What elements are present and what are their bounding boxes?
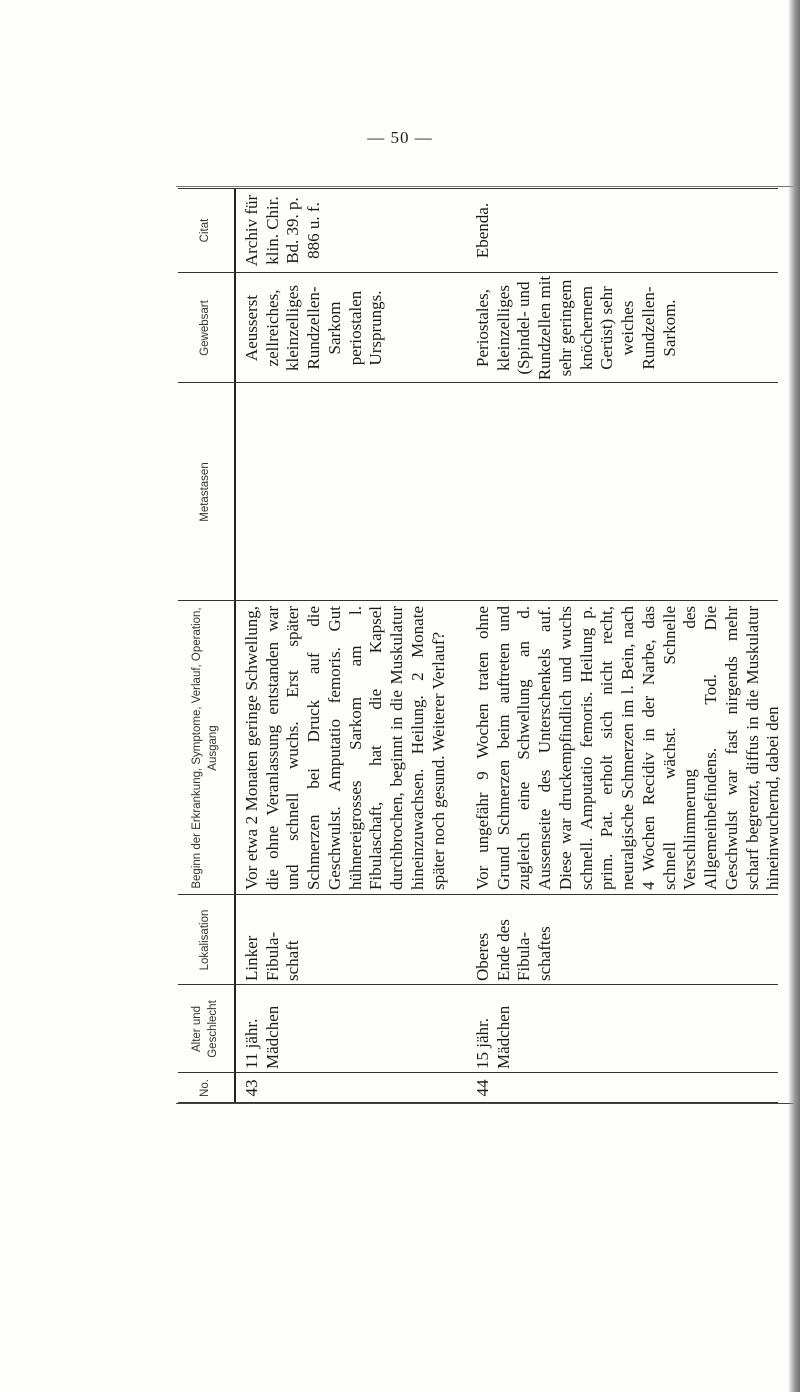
table-cell-lokalisation: Oberes Ende des Fibula-schaftes <box>473 919 555 981</box>
table-cell-no: 43 <box>242 1079 261 1097</box>
header-metastasen: Metastasen <box>199 462 212 522</box>
table-cell-lokalisation: Linker Fibula-schaft <box>242 931 303 981</box>
table-right-border <box>178 188 778 189</box>
page-binding-shadow <box>788 0 800 1392</box>
table-cell-no: 44 <box>473 1079 492 1097</box>
header-lokalisation: Lokalisation <box>199 909 212 971</box>
table-top-edge <box>176 186 800 187</box>
table-cell-gewebsart: Periostales, kleinzelliges (Spindel- und Rundzellen mit sehr geringem knöchernem Gerüst) sehr weiches Rundzellen-Sarkom. <box>473 275 679 381</box>
rotated-table-wrapper <box>178 188 783 1103</box>
header-no: No. <box>199 1079 212 1097</box>
header-beginn: Beginn der Erkrankung, Symptome, Verlauf, Operation, Ausgang <box>191 607 219 889</box>
table-bottom-edge <box>176 1103 800 1104</box>
column-divider <box>178 894 778 895</box>
table-cell-citat: Archiv für klin. Chir. Bd. 39. p. 886 u. f. <box>242 194 324 267</box>
header-citat: Citat <box>199 218 212 243</box>
table-cell-gewebsart: Aeusserst zellreiches, kleinzelliges Rundzellen-Sarkom periostalen Ursprungs. <box>242 285 386 371</box>
header-alter-geschlecht: Alter und Geschlecht <box>191 1000 219 1058</box>
column-divider <box>178 272 778 273</box>
table-cell-alter: 11 jähr. Mädchen <box>242 1005 282 1069</box>
table-cell-citat: Ebenda. <box>473 202 492 259</box>
table-cell-beginn: Vor etwa 2 Monaten geringe Schwellung, die ohne Veranlassung entstanden war und schnell wuchs. Erst später Schmerzen bei Druck auf die Geschwulst. Amputatio femoris. Gut hühnereigrosses Sarkom am l. Fibulaschaft, hat die Kapsel durchbrochen, beginnt in die Muskulatur hineinzuwachsen. Heilung. 2 Monate später noch gesund. Weiterer Verlauf? <box>242 606 448 890</box>
table-cell-beginn: Vor ungefähr 9 Wochen traten ohne Grund Schmerzen beim auftreten und zugleich eine Schwellung an d. Aussenseite des Unterschenkels auf. Diese war druckempfindlich und wuchs schnell. Amputatio femoris. Heilung p. prim. Pat. erholt sich nicht recht, neuralgische Schmerzen im l. Bein, nach 4 Wochen Recidiv in der Narbe, das schnell wächst. Schnelle Verschlimmerung des Allgemeinbefindens. Tod. Die Geschwulst war fast nirgends mehr scharf begrenzt, diffus in die Muskulatur hineinwuchernd, dabei den <box>473 606 783 890</box>
column-divider <box>178 382 778 383</box>
column-divider <box>178 600 778 601</box>
page-number: — 50 — <box>367 128 433 147</box>
column-divider <box>178 984 778 985</box>
table-cell-alter: 15 jähr. Mädchen <box>473 1005 513 1069</box>
case-table <box>178 188 783 1103</box>
header-gewebsart: Gewebsart <box>199 300 212 356</box>
